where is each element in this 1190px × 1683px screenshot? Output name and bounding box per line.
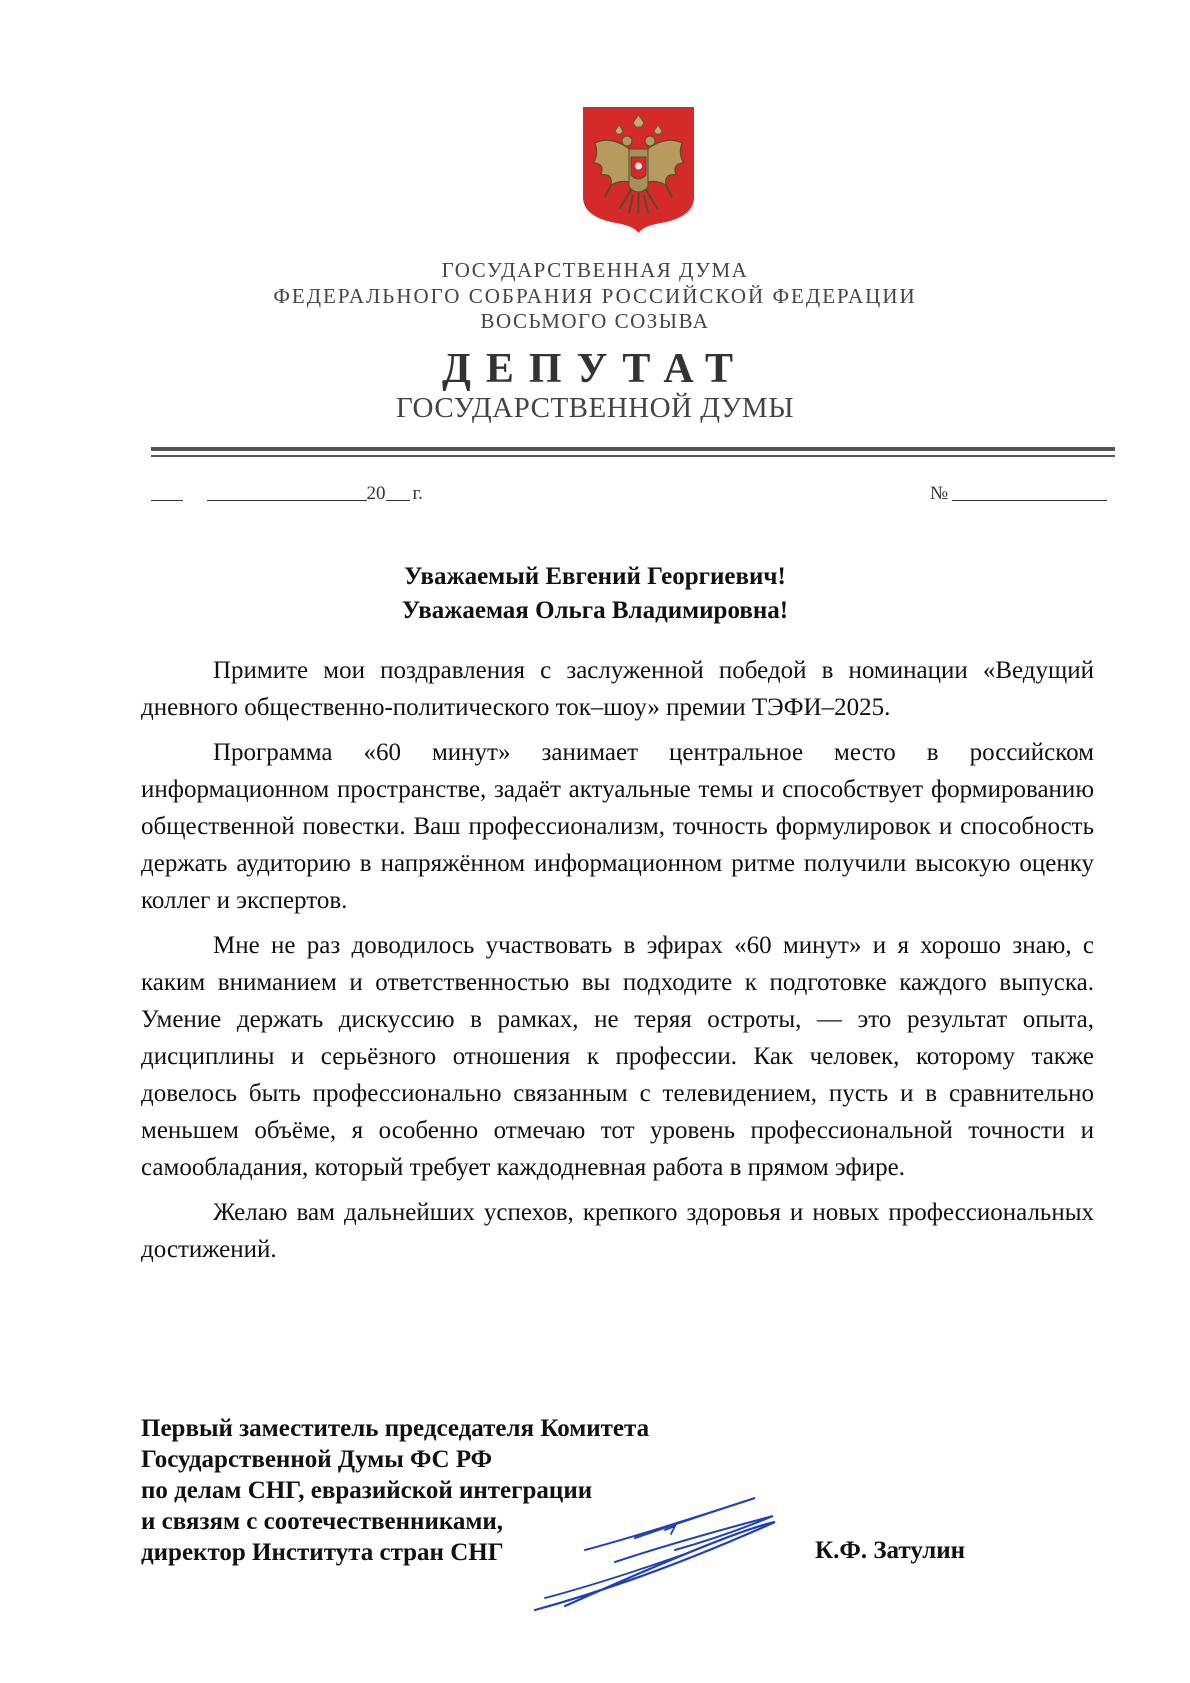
handwritten-signature — [525, 1490, 865, 1620]
month-blank — [207, 482, 367, 501]
number-field — [930, 482, 1107, 505]
body-paragraph: Желаю вам дальнейших успехов, крепкого здоровья и новых профессиональных достижений. — [141, 1199, 1094, 1263]
body-paragraph: Программа «60 минут» занимает центральное место в российском информационном пространстве, задаёт актуальные темы и способствует формированию общественной повестки. Ваш профессионализм, точность формулировок и способность держать аудиторию в напряжённом информационном ритме получили высокую оценку коллег и экспертов. — [141, 739, 1094, 914]
letter-body — [141, 652, 1094, 1276]
signer-title-line: и связям с соотечественниками, — [141, 1508, 504, 1535]
number-label: № — [930, 483, 949, 504]
year-prefix: 20 — [366, 483, 386, 504]
salutation-line-1: Уважаемый Евгений Георгиевич! — [404, 563, 786, 590]
letterhead-divider-thick — [151, 447, 1115, 451]
year-blank — [386, 482, 410, 501]
signer-title-line: Первый заместитель председателя Комитета — [141, 1415, 650, 1442]
letterhead-subtitle: ГОСУДАРСТВЕННОЙ ДУМЫ — [396, 392, 794, 424]
number-blank — [952, 482, 1107, 501]
signer-title-line: по делам СНГ, евразийской интеграции — [141, 1477, 593, 1504]
org-name-line-2: ФЕДЕРАЛЬНОГО СОБРАНИЯ РОССИЙСКОЙ ФЕДЕРАЦИИ — [273, 284, 917, 308]
day-blank — [151, 482, 183, 501]
date-field — [151, 482, 423, 505]
letterhead-divider-thin — [151, 455, 1115, 457]
body-paragraph: Мне не раз доводилось участвовать в эфирах «60 минут» и я хорошо знаю, с каким вниманием и ответственностью вы подходите к подготовке каждого выпуска. Умение держать дискуссию в рамках, не теряя остроты, — это результат опыта, дисциплины и серьёзного отношения к профессии. Как человек, которому также довелось быть профессионально связанным с телевидением, пусть и в сравнительно меньшем объёме, я особенно отмечаю тот уровень профессиональной точности и самообладания, который требует каждодневная работа в прямом эфире. — [141, 932, 1094, 1181]
org-name-line-3: ВОСЬМОГО СОЗЫВА — [480, 309, 710, 333]
signer-title-line: Государственной Думы ФС РФ — [141, 1446, 493, 1473]
letterhead-title: ДЕПУТАТ — [442, 346, 748, 392]
signer-title-line: директор Института стран СНГ — [141, 1539, 504, 1566]
coat-of-arms-icon — [581, 105, 696, 235]
year-suffix: г. — [412, 483, 423, 504]
body-paragraph: Примите мои поздравления с заслуженной победой в номинации «Ведущий дневного общественно-политического ток–шоу» премии ТЭФИ–2025. — [141, 657, 1094, 721]
org-name-line-1: ГОСУДАРСТВЕННАЯ ДУМА — [441, 258, 749, 282]
salutation-line-2: Уважаемая Ольга Владимировна! — [401, 597, 789, 624]
signer-name: К.Ф. Затулин — [815, 1537, 966, 1564]
